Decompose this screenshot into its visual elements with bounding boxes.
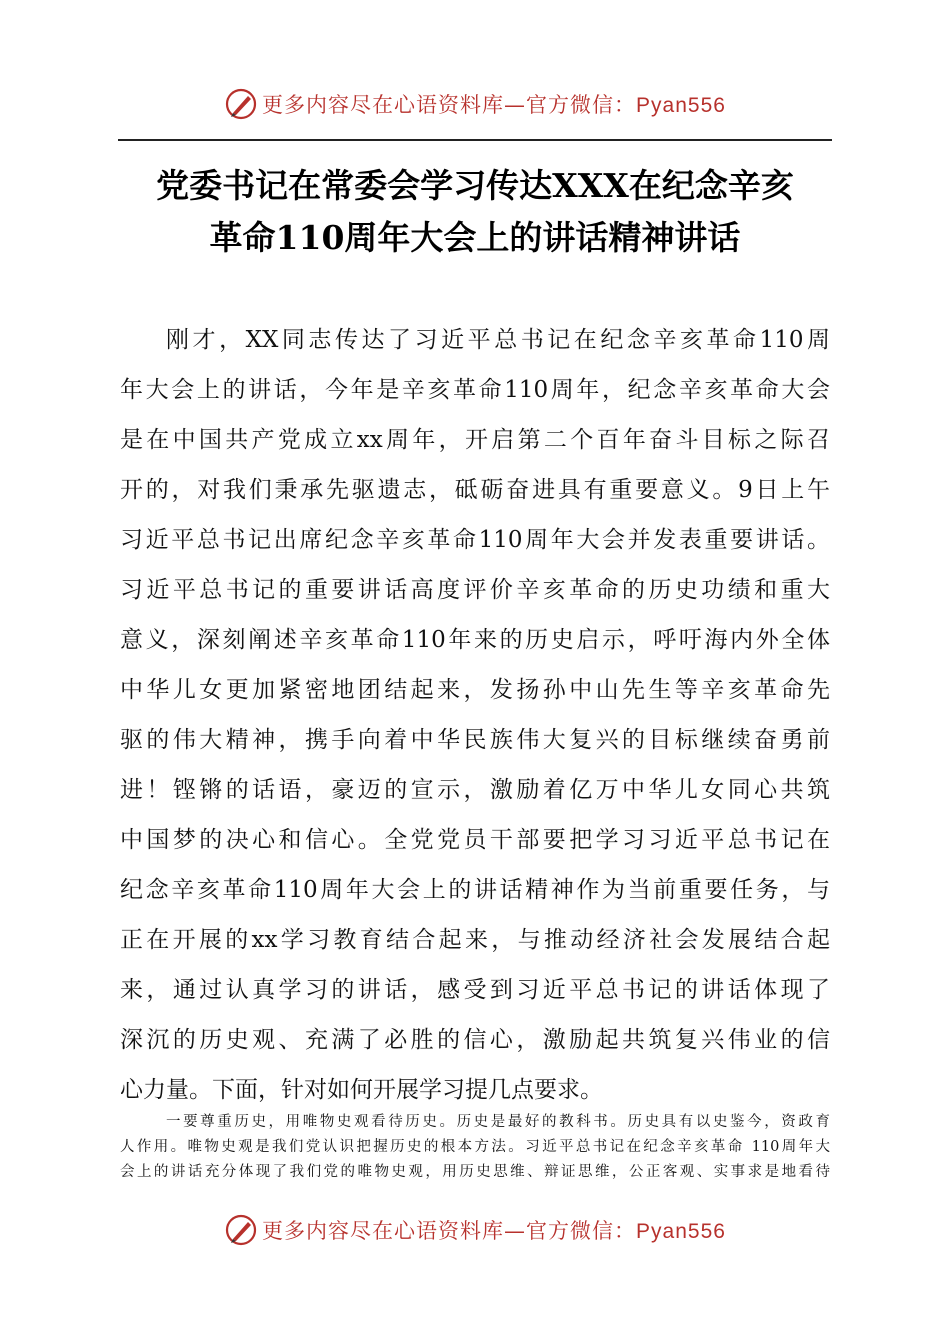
body-line: 进！铿锵的话语，豪迈的宣示，激励着亿万中华儿女同心共筑 [120,777,830,803]
document-title [100,160,850,264]
header-divider [118,139,832,141]
body-line: 习近平总书记的重要讲话高度评价辛亥革命的历史功绩和重大 [120,577,830,603]
body-line: 纪念辛亥革命110周年大会上的讲话精神作为当前重要任务，与 [120,877,830,903]
header-watermark-id: Pyan556 [636,94,726,117]
pen-logo-icon [224,1213,258,1247]
body-line: 习近平总书记出席纪念辛亥革命110周年大会并发表重要讲话。 [120,527,830,553]
body-paragraph [120,315,830,1115]
small-line: 人作用。唯物史观是我们党认识把握历史的根本方法。习近平总书记在纪念辛亥革命 110周年大 [120,1139,830,1155]
footer-watermark-label: 更多内容尽在心语资料库—官方微信： [262,1219,637,1243]
small-line: 一要尊重历史，用唯物史观看待历史。历史是最好的教科书。历史具有以史鉴今，资政育 [166,1114,830,1130]
body-line: 来，通过认真学习的讲话，感受到习近平总书记的讲话体现了 [120,977,830,1003]
body-line: 正在开展的xx学习教育结合起来，与推动经济社会发展结合起 [120,927,830,953]
header-watermark-text [262,89,726,119]
header-watermark [0,84,950,124]
footer-watermark [0,1210,950,1250]
small-line: 会上的讲话充分体现了我们党的唯物史观，用历史思维、辩证思维，公正客观、实事求是地看待 [120,1164,830,1180]
body-line: 刚才，XX同志传达了习近平总书记在纪念辛亥革命110周 [166,327,830,353]
body-line: 驱的伟大精神，携手向着中华民族伟大复兴的目标继续奋勇前 [120,727,830,753]
body-line: 中华儿女更加紧密地团结起来，发扬孙中山先生等辛亥革命先 [120,677,830,703]
small-paragraph [120,1110,830,1185]
footer-watermark-text [262,1215,726,1245]
body-line: 中国梦的决心和信心。全党党员干部要把学习习近平总书记在 [120,827,830,853]
body-line: 深沉的历史观、充满了必胜的信心，激励起共筑复兴伟业的信 [120,1027,830,1053]
title-line-2: 革命110周年大会上的讲话精神讲话 [209,218,741,257]
pen-logo-icon [224,87,258,121]
header-watermark-label: 更多内容尽在心语资料库—官方微信： [262,93,637,117]
footer-watermark-id: Pyan556 [636,1220,726,1243]
body-line: 年大会上的讲话，今年是辛亥革命110周年，纪念辛亥革命大会 [120,377,830,403]
body-line: 心力量。下面，针对如何开展学习提几点要求。 [120,1077,603,1103]
body-line: 是在中国共产党成立xx周年，开启第二个百年奋斗目标之际召 [120,427,830,453]
title-line-1: 党委书记在常委会学习传达XXX在纪念辛亥 [156,166,794,205]
body-line: 开的，对我们秉承先驱遗志，砥砺奋进具有重要意义。9日上午 [120,477,830,503]
body-line: 意义，深刻阐述辛亥革命110年来的历史启示，呼吁海内外全体 [120,627,830,653]
